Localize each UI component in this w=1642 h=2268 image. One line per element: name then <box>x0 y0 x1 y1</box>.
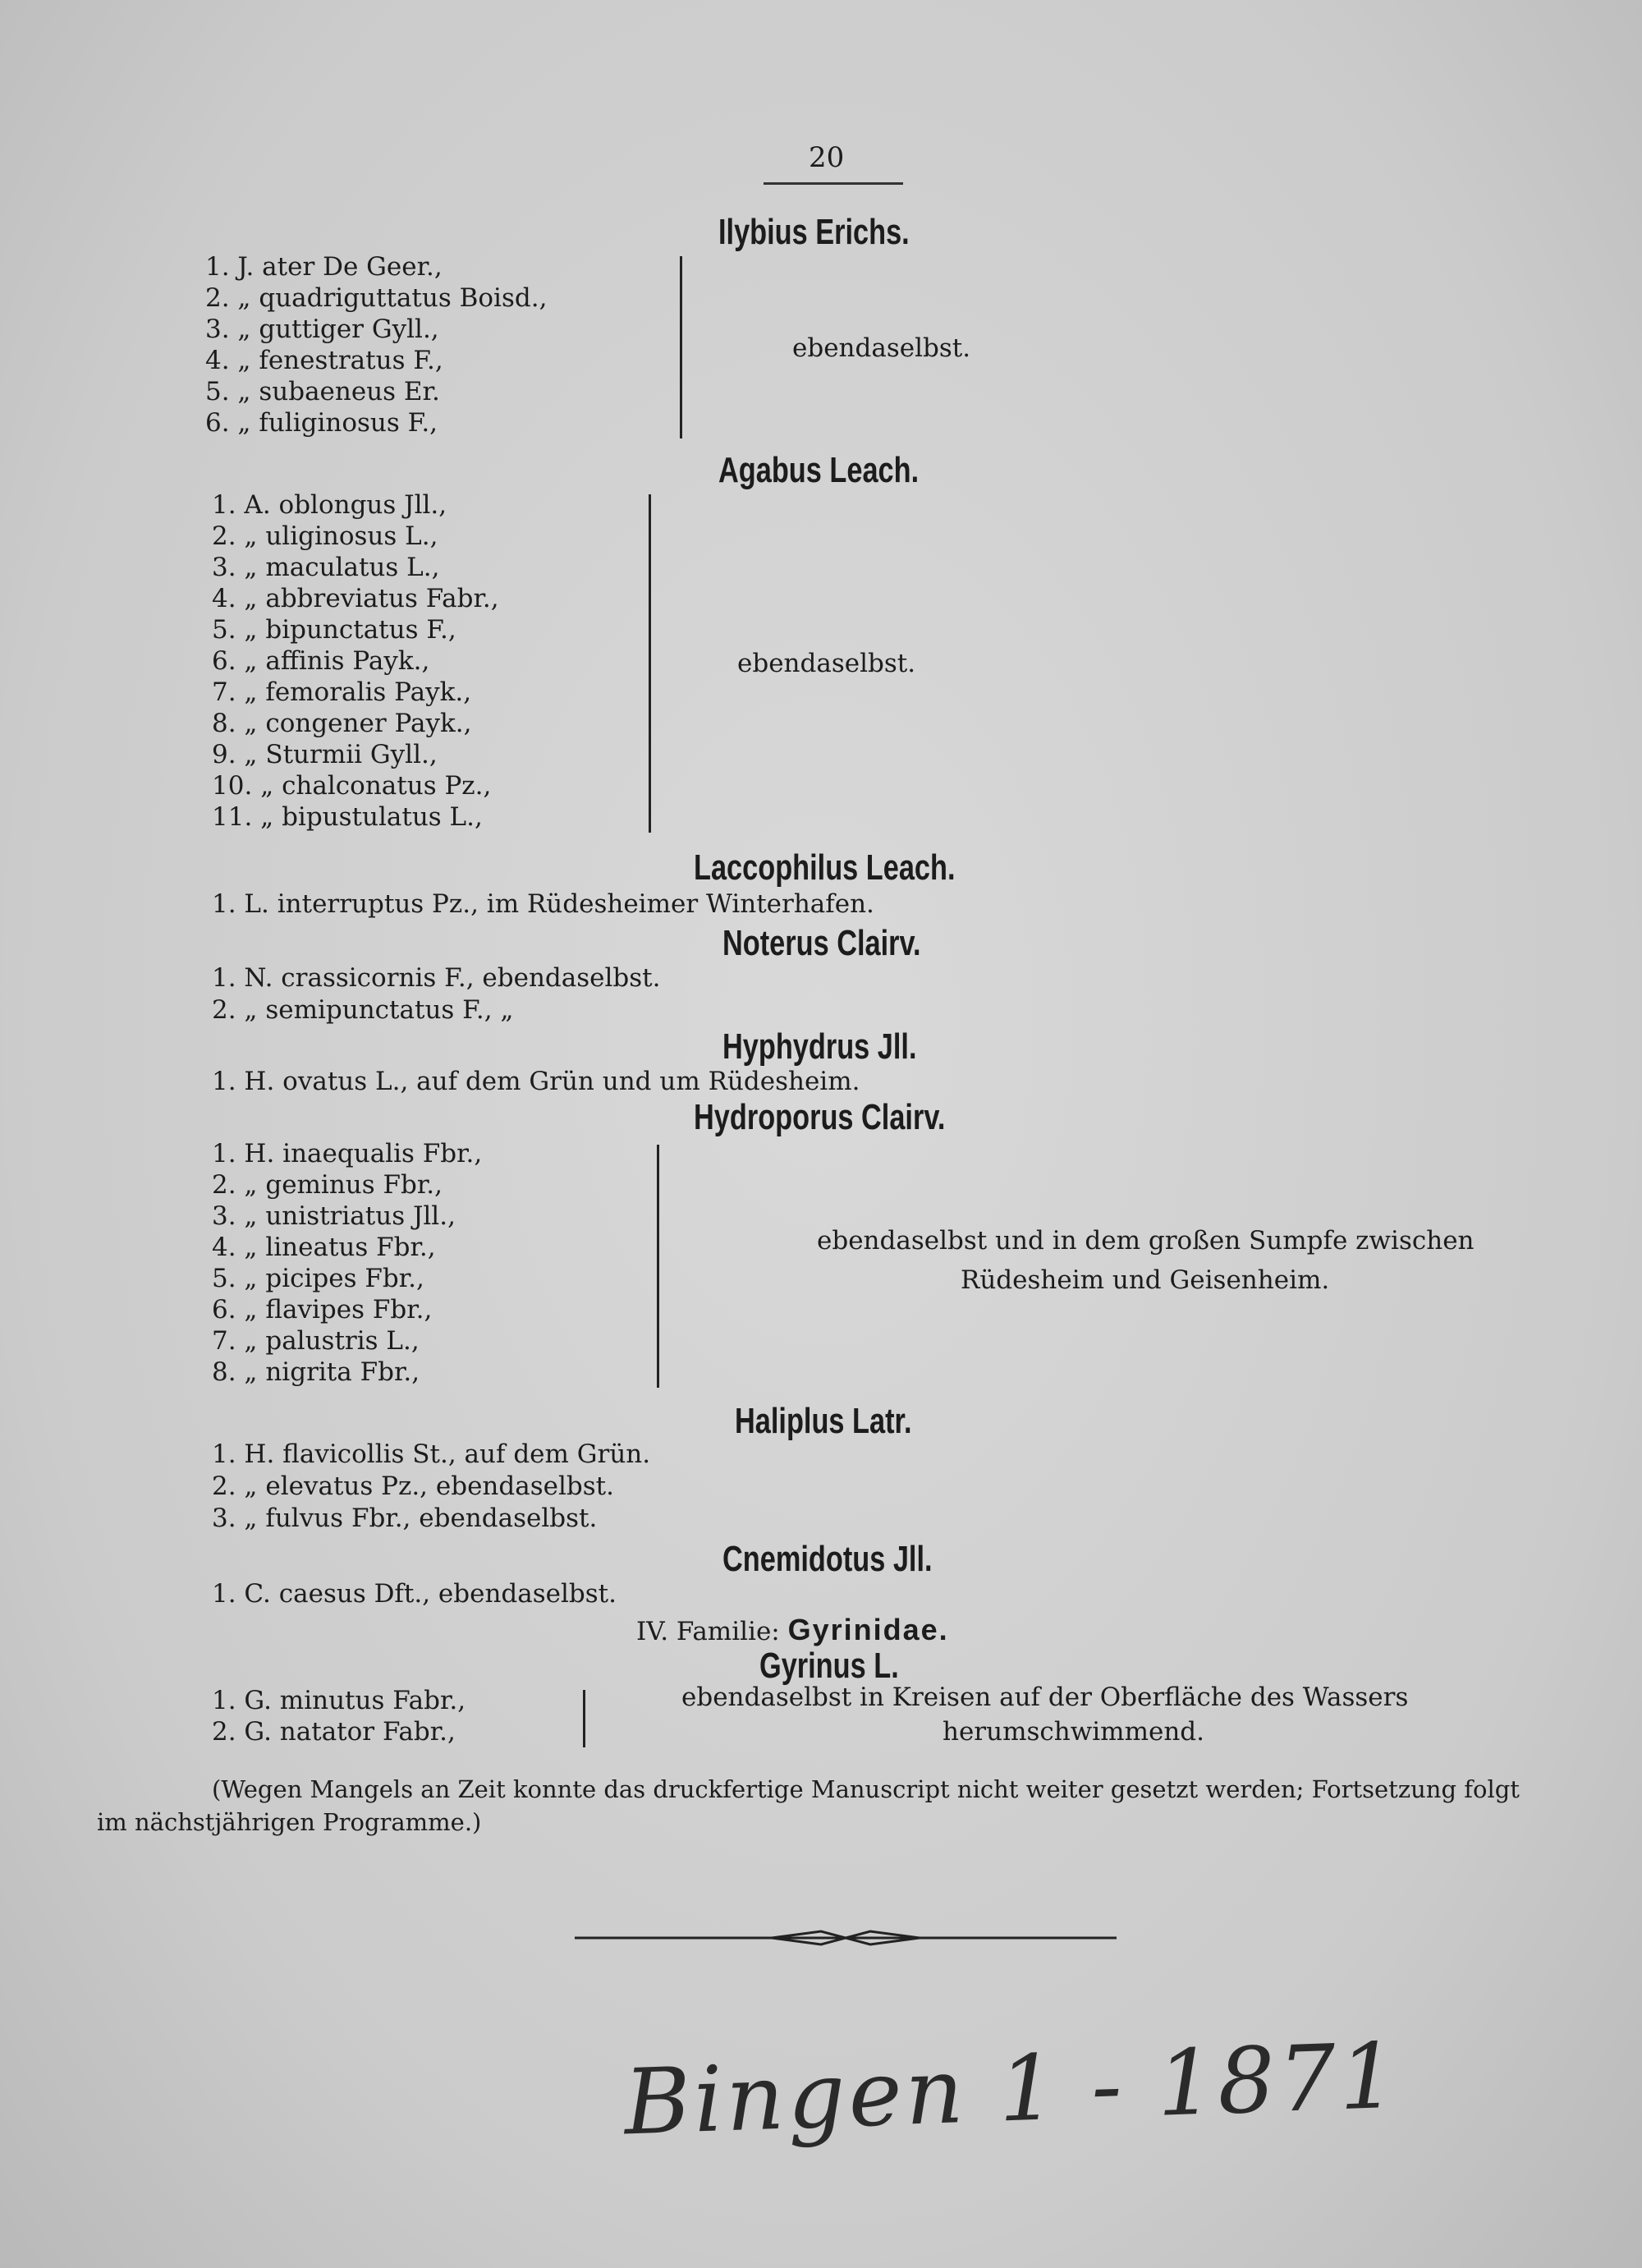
location-note: herumschwimmend. <box>943 1717 1204 1747</box>
list-item: 9. „ Sturmii Gyll., <box>212 740 438 769</box>
list-item: 3. „ maculatus L., <box>212 553 440 582</box>
list-item: 5. „ bipunctatus F., <box>212 615 456 645</box>
species-list-agabus <box>212 489 499 833</box>
list-item: 1. G. minutus Fabr., <box>212 1686 466 1715</box>
location-note: ebendaselbst in Kreisen auf der Oberfläche des Wassers <box>681 1683 1409 1712</box>
location-note: Rüdesheim und Geisenheim. <box>961 1265 1330 1295</box>
brace <box>583 1690 594 1747</box>
species-line: 1. L. interruptus Pz., im Rüdesheimer Winterhafen. <box>212 889 874 919</box>
list-item: 2. „ uliginosus L., <box>212 521 438 551</box>
list-item: 5. „ subaeneus Er. <box>205 377 440 406</box>
closing-note: im nächstjährigen Programme.) <box>97 1808 482 1836</box>
species-line: 3. „ fulvus Fbr., ebendaselbst. <box>212 1504 598 1533</box>
genus-heading-hydroporus: Hydroporus Clairv. <box>694 1097 946 1137</box>
list-item: 1. A. oblongus Jll., <box>212 490 447 520</box>
location-note: ebendaselbst. <box>737 649 916 678</box>
species-line: 1. C. caesus Dft., ebendaselbst. <box>212 1579 617 1609</box>
list-item: 2. „ quadriguttatus Boisd., <box>205 283 548 313</box>
species-line: 2. „ semipunctatus F., „ <box>212 995 514 1025</box>
genus-heading-laccophilus: Laccophilus Leach. <box>694 847 956 888</box>
family-prefix: IV. Familie: <box>636 1617 780 1646</box>
closing-note: (Wegen Mangels an Zeit konnte das druckfertige Manuscript nicht weiter gesetzt werden; Fortsetzung folgt <box>212 1775 1520 1803</box>
species-list-ilybius <box>205 251 547 438</box>
genus-heading-haliplus: Haliplus Latr. <box>735 1401 912 1441</box>
list-item: 6. „ fuliginosus F., <box>205 408 438 438</box>
list-item: 6. „ flavipes Fbr., <box>212 1295 433 1325</box>
list-item: 1. J. ater De Geer., <box>205 252 443 282</box>
genus-heading-cnemidotus: Cnemidotus Jll. <box>722 1539 933 1579</box>
list-item: 10. „ chalconatus Pz., <box>212 771 492 801</box>
page-number-rule <box>764 182 903 185</box>
list-item: 8. „ nigrita Fbr., <box>212 1357 420 1387</box>
species-list-gyrinus <box>212 1685 466 1747</box>
brace <box>680 256 690 438</box>
species-line: 1. H. ovatus L., auf dem Grün und um Rüdesheim. <box>212 1067 860 1096</box>
genus-heading-noterus: Noterus Clairv. <box>722 923 921 963</box>
species-line: 1. N. crassicornis F., ebendaselbst. <box>212 963 661 993</box>
list-item: 7. „ palustris L., <box>212 1326 420 1356</box>
list-item: 3. „ guttiger Gyll., <box>205 314 439 344</box>
list-item: 2. G. natator Fabr., <box>212 1717 456 1747</box>
genus-heading-ilybius: Ilybius Erichs. <box>718 212 910 252</box>
page-number: 20 <box>809 141 845 174</box>
species-line: 1. H. flavicollis St., auf dem Grün. <box>212 1439 651 1469</box>
list-item: 6. „ affinis Payk., <box>212 646 430 676</box>
handwritten-annotation: Bingen 1 - 1871 <box>622 2022 1402 2156</box>
ornamental-rule <box>575 1930 1117 1946</box>
list-item: 5. „ picipes Fbr., <box>212 1264 424 1293</box>
list-item: 7. „ femoralis Payk., <box>212 677 472 707</box>
brace <box>649 494 659 833</box>
family-heading <box>636 1613 949 1647</box>
list-item: 4. „ abbreviatus Fabr., <box>212 584 499 613</box>
location-note: ebendaselbst. <box>792 333 971 363</box>
list-item: 4. „ fenestratus F., <box>205 346 443 375</box>
brace <box>657 1145 667 1388</box>
genus-heading-hyphydrus: Hyphydrus Jll. <box>722 1026 917 1067</box>
list-item: 3. „ unistriatus Jll., <box>212 1201 456 1231</box>
family-name: Gyrinidae. <box>787 1613 949 1646</box>
location-note: ebendaselbst und in dem großen Sumpfe zwischen <box>817 1226 1475 1256</box>
genus-heading-gyrinus: Gyrinus L. <box>759 1646 899 1686</box>
list-item: 8. „ congener Payk., <box>212 709 472 738</box>
species-line: 2. „ elevatus Pz., ebendaselbst. <box>212 1471 614 1501</box>
list-item: 1. H. inaequalis Fbr., <box>212 1139 483 1168</box>
genus-heading-agabus: Agabus Leach. <box>718 450 920 490</box>
list-item: 11. „ bipustulatus L., <box>212 802 483 832</box>
list-item: 4. „ lineatus Fbr., <box>212 1233 436 1262</box>
list-item: 2. „ geminus Fbr., <box>212 1170 443 1200</box>
species-list-hydroporus <box>212 1138 482 1388</box>
